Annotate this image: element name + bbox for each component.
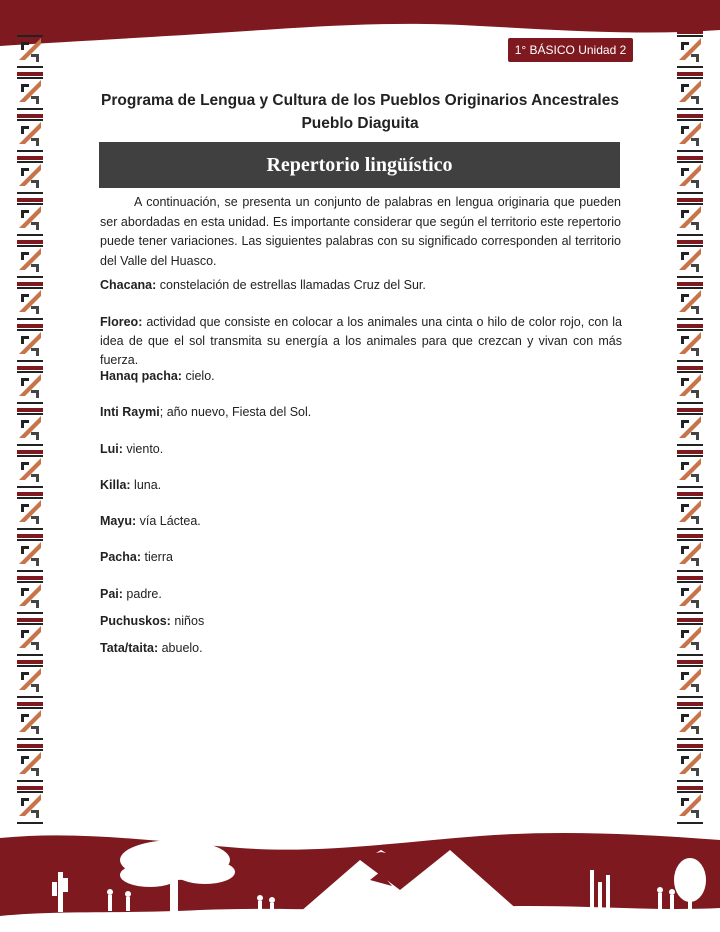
entry-term: Floreo: bbox=[100, 315, 143, 329]
pattern-tile bbox=[677, 744, 703, 786]
pattern-tile bbox=[677, 324, 703, 366]
entry-pai bbox=[100, 585, 622, 604]
entry-term: Hanaq pacha: bbox=[100, 369, 182, 383]
pattern-tile bbox=[677, 450, 703, 492]
pattern-tile bbox=[677, 576, 703, 618]
pattern-tile bbox=[677, 660, 703, 702]
pattern-tile bbox=[17, 492, 43, 534]
entry-term: Inti Raymi bbox=[100, 405, 160, 419]
pattern-tile bbox=[677, 156, 703, 198]
pattern-tile bbox=[17, 702, 43, 744]
pattern-tile bbox=[17, 366, 43, 408]
pattern-tile bbox=[17, 534, 43, 576]
pattern-tile bbox=[677, 534, 703, 576]
entry-killa bbox=[100, 476, 622, 495]
entry-term: Killa: bbox=[100, 478, 131, 492]
pattern-tile bbox=[677, 366, 703, 408]
pattern-tile bbox=[17, 240, 43, 282]
entry-term: Tata/taita: bbox=[100, 641, 159, 655]
pattern-tile bbox=[17, 114, 43, 156]
pattern-tile bbox=[17, 156, 43, 198]
entry-definition: padre. bbox=[122, 587, 162, 601]
pattern-tile bbox=[17, 660, 43, 702]
footer-landscape-illustration bbox=[0, 820, 720, 932]
entry-puchuskos bbox=[100, 612, 622, 631]
entry-floreo bbox=[100, 313, 622, 370]
entry-term: Puchuskos: bbox=[100, 614, 171, 628]
entry-definition: vía Láctea. bbox=[136, 514, 201, 528]
pattern-tile bbox=[17, 408, 43, 450]
section-title-bar bbox=[99, 142, 620, 188]
entry-term: Pacha: bbox=[100, 550, 141, 564]
section-title: Repertorio lingüístico bbox=[266, 153, 453, 176]
entry-definition: viento. bbox=[122, 442, 164, 456]
pattern-tile bbox=[677, 30, 703, 72]
pattern-tile bbox=[677, 492, 703, 534]
pattern-tile bbox=[17, 72, 43, 114]
pattern-tile bbox=[677, 702, 703, 744]
pattern-tile bbox=[677, 198, 703, 240]
pattern-tile bbox=[17, 576, 43, 618]
pattern-tile bbox=[677, 114, 703, 156]
program-title: Programa de Lengua y Cultura de los Pueblos Originarios Ancestrales bbox=[101, 92, 619, 109]
grade-badge: 1° BÁSICO Unidad 2 bbox=[508, 38, 633, 62]
pattern-tile bbox=[17, 618, 43, 660]
left-pattern-border bbox=[17, 30, 43, 830]
entry-definition: niños bbox=[170, 614, 205, 628]
entry-inti-raymi bbox=[100, 403, 622, 422]
entry-term: Mayu: bbox=[100, 514, 137, 528]
intro-paragraph: A continuación, se presenta un conjunto de palabras en lengua originaria que pueden ser abordadas en esta unidad. Es importante considerar que según el territorio este repertorio puede tener variaciones. Las siguientes palabras con su significado corresponden al territorio del Valle del Huasco. bbox=[100, 195, 621, 268]
pattern-tile bbox=[17, 324, 43, 366]
entry-term: Pai: bbox=[100, 587, 123, 601]
entry-definition: tierra bbox=[141, 550, 173, 564]
pattern-tile bbox=[17, 744, 43, 786]
people-subtitle: Pueblo Diaguita bbox=[301, 115, 419, 132]
entry-tata-taita bbox=[100, 639, 622, 658]
entry-definition: ; año nuevo, Fiesta del Sol. bbox=[159, 405, 312, 419]
entry-definition: luna. bbox=[130, 478, 162, 492]
pattern-tile bbox=[677, 240, 703, 282]
entry-definition: abuelo. bbox=[158, 641, 203, 655]
pattern-tile bbox=[17, 198, 43, 240]
entry-definition: actividad que consiste en colocar a los animales una cinta o hilo de color rojo, con la idea de que el sol transmita su energía a los animales para que crezcan y vivan con más fuerza. bbox=[100, 315, 622, 367]
pattern-tile bbox=[17, 450, 43, 492]
entry-mayu bbox=[100, 512, 622, 531]
entry-hanaq-pacha bbox=[100, 367, 622, 386]
pattern-tile bbox=[677, 408, 703, 450]
entry-chacana bbox=[100, 276, 622, 295]
pattern-tile bbox=[677, 282, 703, 324]
entry-definition: constelación de estrellas llamadas Cruz del Sur. bbox=[156, 278, 426, 292]
entry-definition: cielo. bbox=[181, 369, 215, 383]
pattern-tile bbox=[677, 618, 703, 660]
entry-lui bbox=[100, 440, 622, 459]
entry-term: Chacana: bbox=[100, 278, 157, 292]
pattern-tile bbox=[677, 72, 703, 114]
right-pattern-border bbox=[677, 30, 703, 830]
entry-pacha bbox=[100, 548, 622, 567]
pattern-tile bbox=[17, 282, 43, 324]
pattern-tile bbox=[17, 30, 43, 72]
entry-term: Lui: bbox=[100, 442, 123, 456]
